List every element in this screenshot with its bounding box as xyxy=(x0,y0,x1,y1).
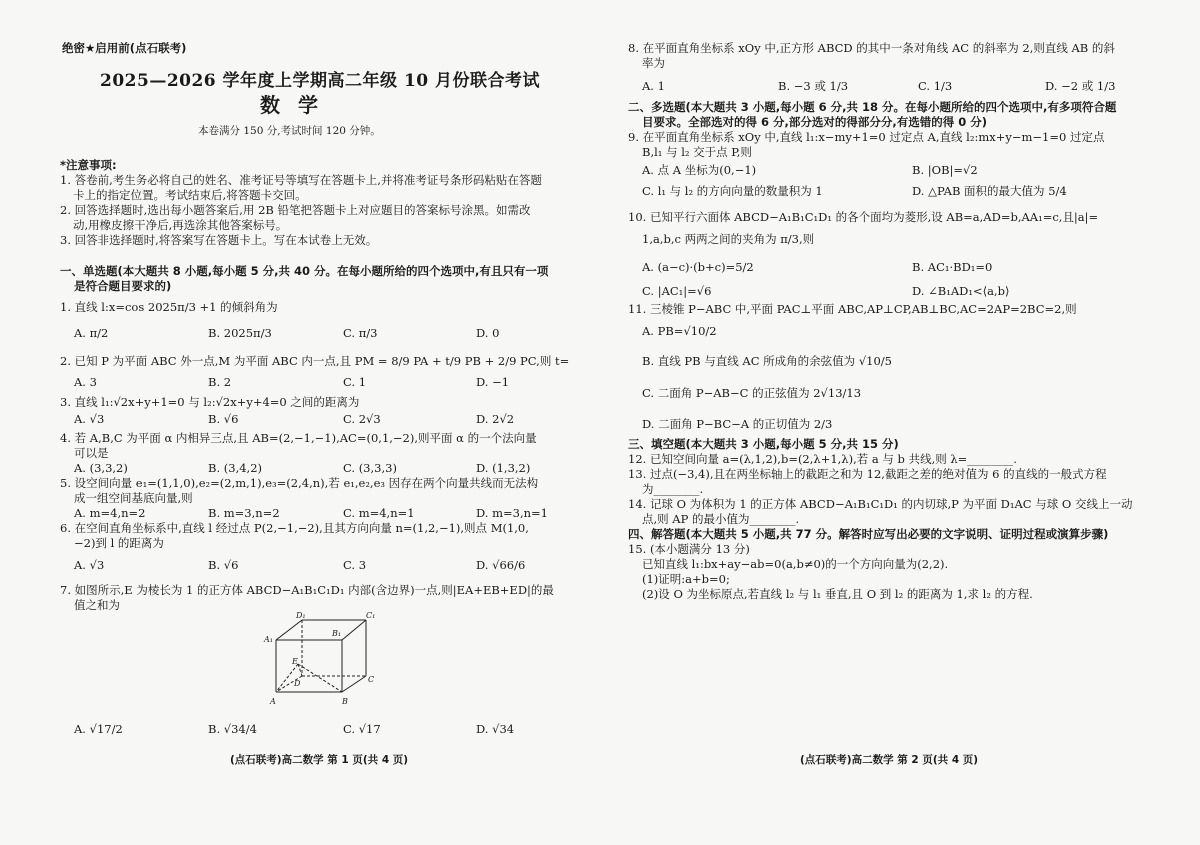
page-footer: (点石联考)高二数学 第 2 页(共 4 页) xyxy=(800,754,979,766)
subject-title: 数学 xyxy=(260,93,336,117)
cube-label: A xyxy=(270,697,276,706)
option: A. (3,3,2) xyxy=(74,461,128,475)
question-10: 10. 已知平行六面体 ABCD−A₁B₁C₁D₁ 的各个面均为菱形,设 AB=a,AD=b,AA₁=c,且|a|= xyxy=(628,210,1099,224)
option: B. AC₁·BD₁=0 xyxy=(912,260,993,274)
note-line: 1. 答卷前,考生务必将自己的姓名、准考证号等填写在答题卡上,并将准考证号条形码粘贴在答题 xyxy=(60,173,542,187)
option: B. √6 xyxy=(208,558,239,572)
question-4: 4. 若 A,B,C 为平面 α 内相异三点,且 AB=(2,−1,−1),AC=(0,1,−2),则平面 α 的一个法向量 xyxy=(60,431,537,445)
question-9-cont: B,l₁ 与 l₂ 交于点 P,则 xyxy=(642,145,752,159)
option: B. 2 xyxy=(208,375,232,389)
option: C. 1/3 xyxy=(918,79,953,93)
question-2: 2. 已知 P 为平面 ABC 外一点,M 为平面 ABC 内一点,且 PM = 8/9 PA + t/9 PB + 2/9 PC,则 t= xyxy=(60,354,570,368)
option: A. m=4,n=2 xyxy=(74,506,146,520)
question-1: 1. 直线 l:x=cos 2025π/3 +1 的倾斜角为 xyxy=(60,300,278,314)
option: B. 直线 PB 与直线 AC 所成角的余弦值为 √10/5 xyxy=(642,354,892,368)
option: A. 1 xyxy=(642,79,665,93)
section-heading: 四、解答题(本大题共 5 小题,共 77 分。解答时应写出必要的文字说明、证明过程或演算步骤) xyxy=(628,527,1109,541)
option: C. 2√3 xyxy=(343,412,381,426)
question-14-cont: 点,则 AP 的最小值为________. xyxy=(642,512,800,526)
cube-label: E xyxy=(292,657,298,666)
section-heading-cont: 是符合题目要求的) xyxy=(74,279,172,293)
cube-label: D xyxy=(294,679,301,688)
notes-heading: *注意事项: xyxy=(60,158,117,172)
section-heading: 二、多选题(本大题共 3 小题,每小题 6 分,共 18 分。在每小题所给的四个选项中,有多项符合题 xyxy=(628,100,1117,114)
question-13-cont: 为________. xyxy=(642,482,704,496)
question-15-part2: (2)设 O 为坐标原点,若直线 l₂ 与 l₁ 垂直,且 O 到 l₂ 的距离为 1,求 l₂ 的方程. xyxy=(642,587,1033,601)
question-3: 3. 直线 l₁:√2x+y+1=0 与 l₂:√2x+y+4=0 之间的距离为 xyxy=(60,395,360,409)
option: B. (3,4,2) xyxy=(208,461,262,475)
note-line: 2. 回答选择题时,选出每小题答案后,用 2B 铅笔把答题卡上对应题目的答案标号涂黑。如需改 xyxy=(60,203,531,217)
secret-label: 绝密★启用前(点石联考) xyxy=(62,41,187,55)
option: D. m=3,n=1 xyxy=(476,506,548,520)
section-heading-cont: 目要求。全部选对的得 6 分,部分选对的得部分分,有选错的得 0 分) xyxy=(642,115,988,129)
cube-figure xyxy=(262,612,382,712)
option: A. PB=√10/2 xyxy=(642,324,717,338)
page-footer: (点石联考)高二数学 第 1 页(共 4 页) xyxy=(230,754,409,766)
note-line: 动,用橡皮擦干净后,再选涂其他答案标号。 xyxy=(73,218,288,232)
option: D. √66/6 xyxy=(476,558,526,572)
option: A. π/2 xyxy=(74,326,109,340)
option: D. 2√2 xyxy=(476,412,515,426)
question-10-cont: 1,a,b,c 两两之间的夹角为 π/3,则 xyxy=(642,232,815,246)
option: A. 3 xyxy=(74,375,97,389)
question-11: 11. 三棱锥 P−ABC 中,平面 PAC⊥平面 ABC,AP⊥CP,AB⊥BC,AC=2AP=2BC=2,则 xyxy=(628,302,1077,316)
option: C. 3 xyxy=(343,558,367,572)
exam-info: 本卷满分 150 分,考试时间 120 分钟。 xyxy=(198,125,381,137)
question-12: 12. 已知空间向量 a=(λ,1,2),b=(2,λ+1,λ),若 a 与 b 共线,则 λ=________. xyxy=(628,452,1017,466)
cube-label: C₁ xyxy=(366,612,376,620)
question-5-cont: 成一组空间基底向量,则 xyxy=(74,491,193,505)
question-7: 7. 如图所示,E 为棱长为 1 的正方体 ABCD−A₁B₁C₁D₁ 内部(含边界)一点,则|EA+EB+ED|的最 xyxy=(60,583,554,597)
option: A. 点 A 坐标为(0,−1) xyxy=(642,163,757,177)
question-13: 13. 过点(−3,4),且在两坐标轴上的截距之和为 12,截距之差的绝对值为 6 的直线的一般式方程 xyxy=(628,467,1107,481)
question-15-part1: (1)证明:a+b=0; xyxy=(642,572,730,586)
question-6-cont: −2)到 l 的距离为 xyxy=(74,536,164,550)
question-8-cont: 率为 xyxy=(642,56,665,70)
option: D. (1,3,2) xyxy=(476,461,531,475)
option: C. |AC₁|=√6 xyxy=(642,284,712,298)
option: C. l₁ 与 l₂ 的方向向量的数量积为 1 xyxy=(642,184,823,198)
option: A. √3 xyxy=(74,558,105,572)
option: B. 2025π/3 xyxy=(208,326,272,340)
question-15: 15. (本小题满分 13 分) xyxy=(628,542,750,556)
cube-label: A₁ xyxy=(264,635,273,644)
option: C. 二面角 P−AB−C 的正弦值为 2√13/13 xyxy=(642,386,862,400)
section-heading: 一、单选题(本大题共 8 小题,每小题 5 分,共 40 分。在每小题所给的四个选项中,有且只有一项 xyxy=(60,264,549,278)
option: A. √3 xyxy=(74,412,105,426)
option: B. |OB|=√2 xyxy=(912,163,978,177)
question-6: 6. 在空间直角坐标系中,直线 l 经过点 P(2,−1,−2),且其方向向量 n=(1,2,−1),则点 M(1,0, xyxy=(60,521,529,535)
option: C. 1 xyxy=(343,375,367,389)
option: C. π/3 xyxy=(343,326,378,340)
question-15-text: 已知直线 l₁:bx+ay−ab=0(a,b≠0)的一个方向向量为(2,2). xyxy=(642,557,949,571)
cube-label: B₁ xyxy=(332,629,342,638)
note-line: 3. 回答非选择题时,将答案写在答题卡上。写在本试卷上无效。 xyxy=(60,233,378,247)
question-9: 9. 在平面直角坐标系 xOy 中,直线 l₁:x−my+1=0 过定点 A,直线 l₂:mx+y−m−1=0 过定点 xyxy=(628,130,1105,144)
option: D. √34 xyxy=(476,722,515,736)
option: D. ∠B₁AD₁<⟨a,b⟩ xyxy=(912,284,1010,298)
option: B. √6 xyxy=(208,412,239,426)
section-heading: 三、填空题(本大题共 3 小题,每小题 5 分,共 15 分) xyxy=(628,437,899,451)
question-8: 8. 在平面直角坐标系 xOy 中,正方形 ABCD 的其中一条对角线 AC 的斜率为 2,则直线 AB 的斜 xyxy=(628,41,1115,55)
exam-title: 2025—2026 学年度上学期高二年级 10 月份联合考试 xyxy=(100,71,541,91)
option: C. √17 xyxy=(343,722,381,736)
question-5: 5. 设空间向量 e₁=(1,1,0),e₂=(2,m,1),e₃=(2,4,n),若 e₁,e₂,e₃ 因存在两个向量共线而无法构 xyxy=(60,476,539,490)
cube-label: B xyxy=(342,697,348,706)
option: A. √17/2 xyxy=(74,722,123,736)
option: C. m=4,n=1 xyxy=(343,506,415,520)
option: A. (a−c)·(b+c)=5/2 xyxy=(642,260,754,274)
question-14: 14. 记球 O 为体积为 1 的正方体 ABCD−A₁B₁C₁D₁ 的内切球,P 为平面 D₁AC 与球 O 交线上一动 xyxy=(628,497,1133,511)
option: B. −3 或 1/3 xyxy=(778,79,849,93)
note-line: 卡上的指定位置。考试结束后,将答题卡交回。 xyxy=(73,188,307,202)
exam-page-2 xyxy=(600,0,1200,845)
question-4-cont: 可以是 xyxy=(74,446,109,460)
option: B. √34/4 xyxy=(208,722,257,736)
cube-label: C xyxy=(368,675,375,684)
option: D. −1 xyxy=(476,375,510,389)
question-7-cont: 值之和为 xyxy=(74,598,120,612)
option: D. −2 或 1/3 xyxy=(1045,79,1116,93)
option: C. (3,3,3) xyxy=(343,461,397,475)
option: D. 二面角 P−BC−A 的正切值为 2/3 xyxy=(642,417,833,431)
cube-label: D₁ xyxy=(296,612,306,620)
option: B. m=3,n=2 xyxy=(208,506,280,520)
option: D. 0 xyxy=(476,326,500,340)
option: D. △PAB 面积的最大值为 5/4 xyxy=(912,184,1067,198)
